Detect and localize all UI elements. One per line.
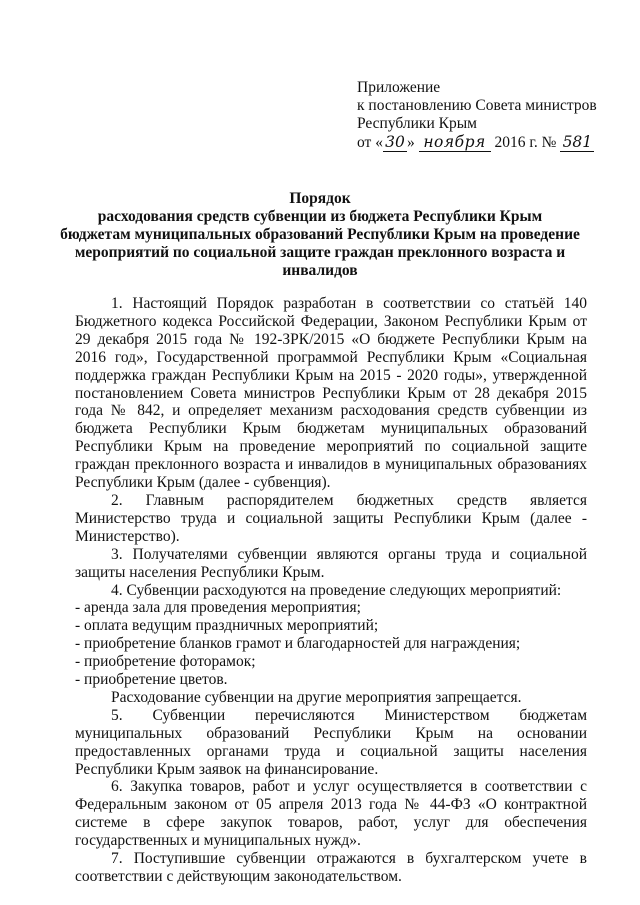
document-title (60, 190, 580, 280)
list-item: - оплата ведущим праздничных мероприятий; (75, 617, 379, 635)
paragraph-1 (75, 295, 587, 492)
list-item: - аренда зала для проведения мероприятия; (75, 599, 361, 617)
handwritten-day: 30 (383, 133, 407, 152)
date-mid: » (406, 134, 415, 151)
date-year: 2016 г. № (494, 134, 557, 151)
date-prefix: от « (357, 134, 383, 151)
paragraph-6: 6. Закупка товаров, работ и услуг осуществляется в соответствии с Федеральным законом от 05 апреля 2013 года № 44-ФЗ «О контрактной системе в сфере закупок товаров, работ, услуг для обеспечения государственных и муниципальных нужд». (75, 778, 587, 850)
title-line-5: инвалидов (282, 262, 358, 279)
paragraph-7: 7. Поступившие субвенции отражаются в бухгалтерском учете в соответствии с действующим законодательством. (75, 850, 587, 885)
appendix-resolution-ref: к постановлению Совета министров (357, 97, 597, 114)
paragraph-4-note: Расходование субвенции на другие мероприятия запрещается. (111, 688, 522, 706)
paragraph-1-text: Настоящий Порядок разработан в соответствии со статьёй 140 Бюджетного кодекса Российской Федерации, Законом Республики Крым от 29 декабря 2015 года № 192-ЗРК/2015 «О бюджете Республики Крым на 2016 год», Государственной программой Республики Крым «Социальная поддержка граждан Республики Крым на 2015 - 2020 годы», утвержденной постановлением Совета министров Республики Крым от 28 декабря 2015 года № 842, и определяет механизм расходования средств субвенции из бюджета Республики Крым бюджетам муниципальных образований Республики Крым на проведение мероприятий по социальной защите граждан преклонного возраста и инвалидов в муниципальных образованиях Республики Крым (далее - субвенция). (75, 295, 587, 492)
title-line-4: мероприятий по социальной защите граждан преклонного возраста и (74, 244, 566, 261)
handwritten-doc-number: 581 (560, 133, 594, 152)
handwritten-month: ноября (419, 133, 491, 152)
document-body (75, 295, 587, 886)
paragraph-3: 3. Получателями субвенции являются органы труда и социальной защиты населения Республики Крым. (75, 545, 587, 581)
title-line-2: расходования средств субвенции из бюджета Республики Крым (97, 208, 543, 225)
title-line-1: Порядок (289, 190, 351, 207)
list-item: - приобретение фоторамок; (75, 653, 256, 671)
list-item: - приобретение цветов. (75, 671, 228, 689)
appendix-republic: Республики Крым (357, 115, 477, 132)
paragraph-1-number: 1. (111, 295, 123, 312)
list-item: - приобретение бланков грамот и благодарностей для награждения; (75, 635, 521, 653)
appendix-label: Приложение (357, 79, 441, 96)
appendix-date-line (357, 133, 627, 152)
paragraph-5: 5. Субвенции перечисляются Министерством бюджетам муниципальных образований Республики Крым на основании предоставленных органами труда и социальной защиты населения Республики Крым заявок на финансирование. (75, 706, 587, 778)
title-line-3: бюджетам муниципальных образований Республики Крым на проведение (60, 226, 580, 243)
paragraph-2: 2. Главным распорядителем бюджетных средств является Министерство труда и социальной защиты Республики Крым (далее - Министерство). (75, 491, 587, 545)
appendix-block (357, 79, 627, 152)
paragraph-4: 4. Субвенции расходуются на проведение следующих мероприятий: (111, 581, 562, 599)
